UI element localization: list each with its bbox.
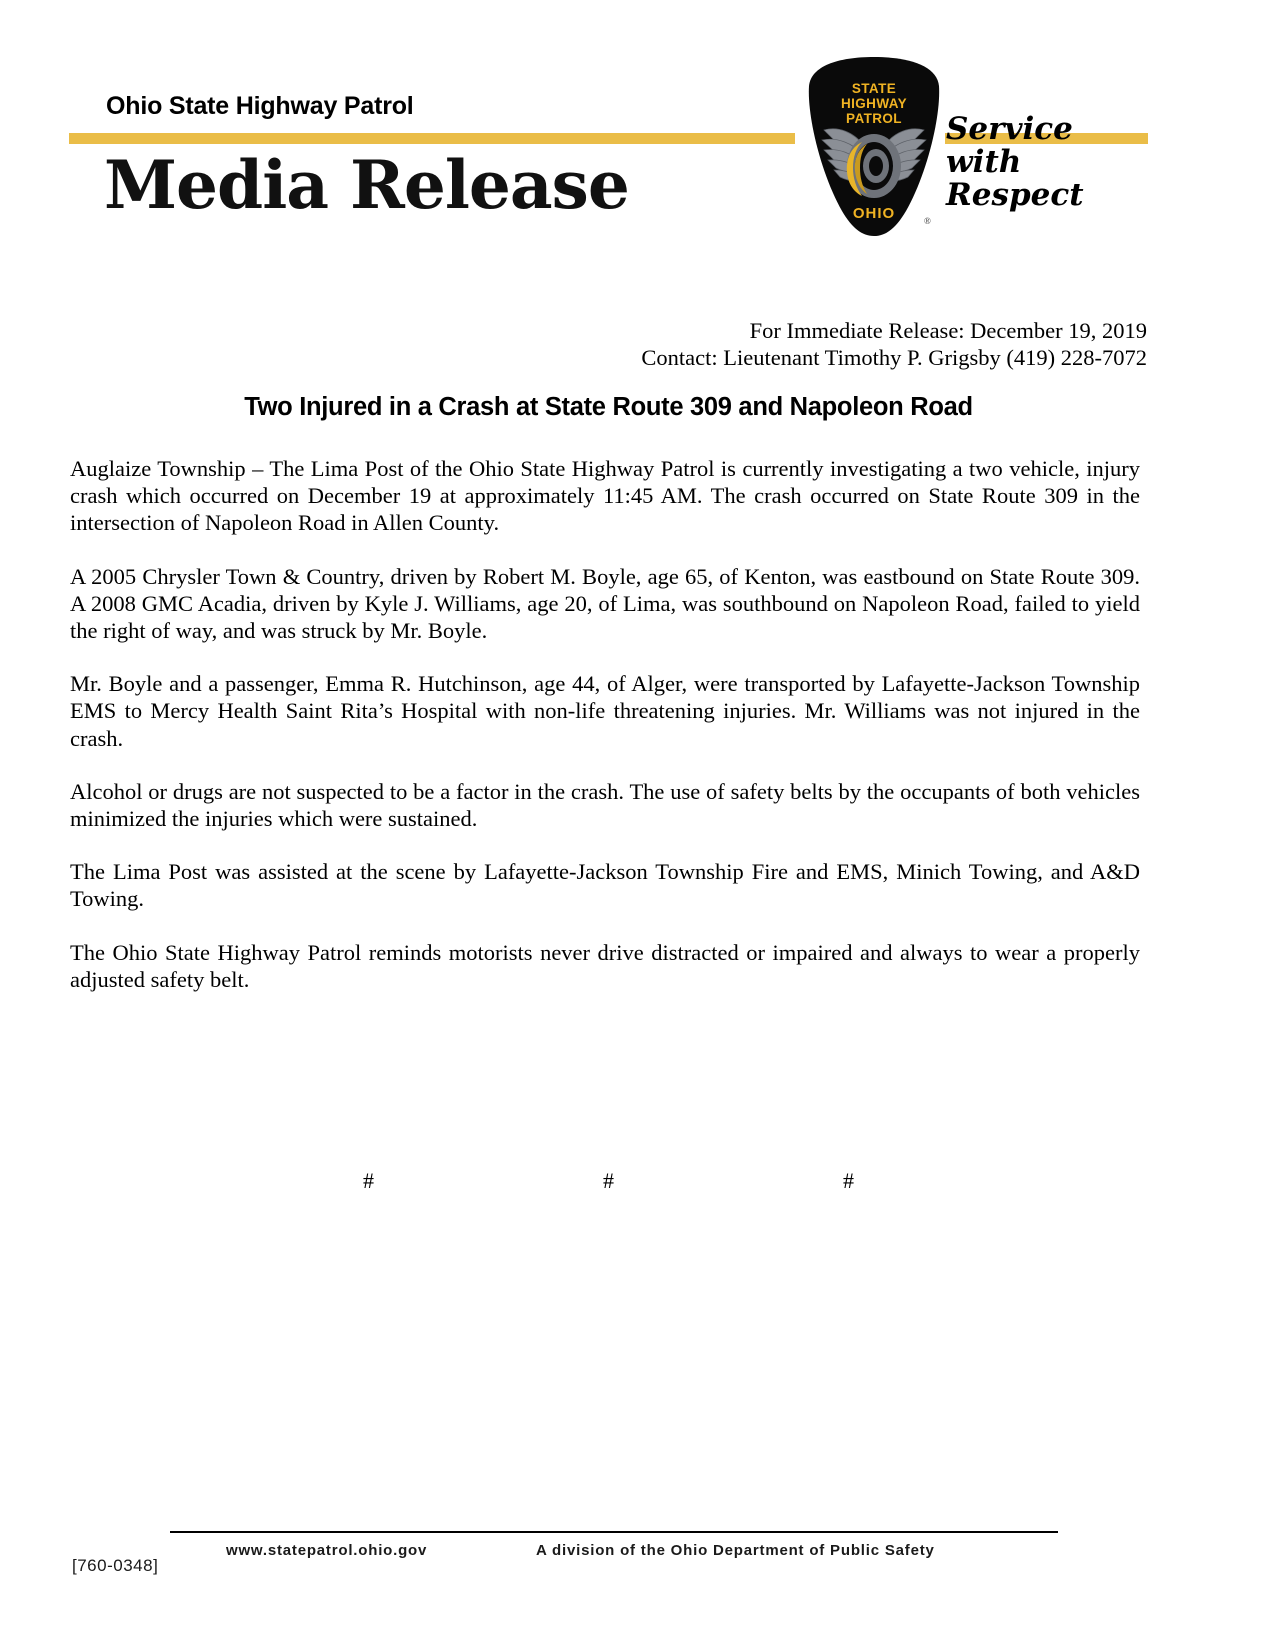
- footer-website-url[interactable]: www.statepatrol.ohio.gov: [226, 1542, 428, 1559]
- paragraph: The Ohio State Highway Patrol reminds motorists never drive distracted or impaired and always to wear a properly adjusted safety belt.: [70, 939, 1140, 992]
- registered-trademark-icon: ®: [924, 216, 931, 226]
- end-mark: #: [843, 1168, 854, 1193]
- paragraph: Auglaize Township – The Lima Post of the Ohio State Highway Patrol is currently investigating a two vehicle, injury crash which occurred on December 19 at approximately 11:45 AM. The crash occurred on State Route 309 in the intersection of Napoleon Road in Allen County.: [70, 456, 1140, 536]
- contact-line: Contact: Lieutenant Timothy P. Grigsby (419) 228-7072: [641, 345, 1147, 370]
- organization-name: Ohio State Highway Patrol: [106, 92, 414, 120]
- tagline-line-2: with: [946, 144, 1022, 180]
- tagline-line-3: Respect: [946, 177, 1084, 213]
- paragraph: A 2005 Chrysler Town & Country, driven by Robert M. Boyle, age 65, of Kenton, was eastbound on State Route 309. A 2008 GMC Acadia, driven by Kyle J. Williams, age 20, of Lima, was southbound on Napoleon Road, failed to yield the right of way, and was struck by Mr. Boyle.: [70, 563, 1140, 644]
- badge-bottom-text: OHIO: [852, 205, 896, 222]
- release-date-line: For Immediate Release: December 19, 2019: [749, 318, 1147, 343]
- tagline: [946, 113, 1084, 212]
- paragraph: Mr. Boyle and a passenger, Emma R. Hutchinson, age 44, of Alger, were transported by Lafayette-Jackson Township EMS to Mercy Health Saint Rita’s Hospital with non-life threatening injuries. Mr. Williams was not injured in the crash.: [70, 671, 1140, 751]
- document-footer: [170, 1540, 1058, 1568]
- tagline-line-1: Service: [946, 111, 1073, 147]
- end-of-release-marks: [69, 1168, 1148, 1194]
- release-body: [70, 455, 1140, 993]
- ohsp-badge-logo: [806, 56, 942, 238]
- badge-line-state: STATE: [851, 81, 897, 96]
- badge-line-patrol: PATROL: [846, 111, 902, 126]
- page-title: Media Release: [104, 146, 629, 224]
- document-header: [0, 0, 1265, 270]
- badge-top-text: [806, 81, 942, 126]
- badge-line-highway: HIGHWAY: [840, 96, 908, 111]
- paragraph: The Lima Post was assisted at the scene by Lafayette-Jackson Township Fire and EMS, Minich Towing, and A&D Towing.: [70, 859, 1140, 912]
- document-form-code: [760-0348]: [72, 1556, 159, 1575]
- footer-divider: [170, 1531, 1058, 1533]
- footer-division-text: A division of the Ohio Department of Public Safety: [536, 1542, 935, 1559]
- release-headline: Two Injured in a Crash at State Route 309 and Napoleon Road: [244, 393, 973, 421]
- release-info-block: [641, 317, 1147, 371]
- end-mark: #: [363, 1168, 374, 1193]
- end-mark: #: [603, 1168, 614, 1193]
- paragraph: Alcohol or drugs are not suspected to be a factor in the crash. The use of safety belts by the occupants of both vehicles minimized the injuries which were sustained.: [70, 778, 1140, 832]
